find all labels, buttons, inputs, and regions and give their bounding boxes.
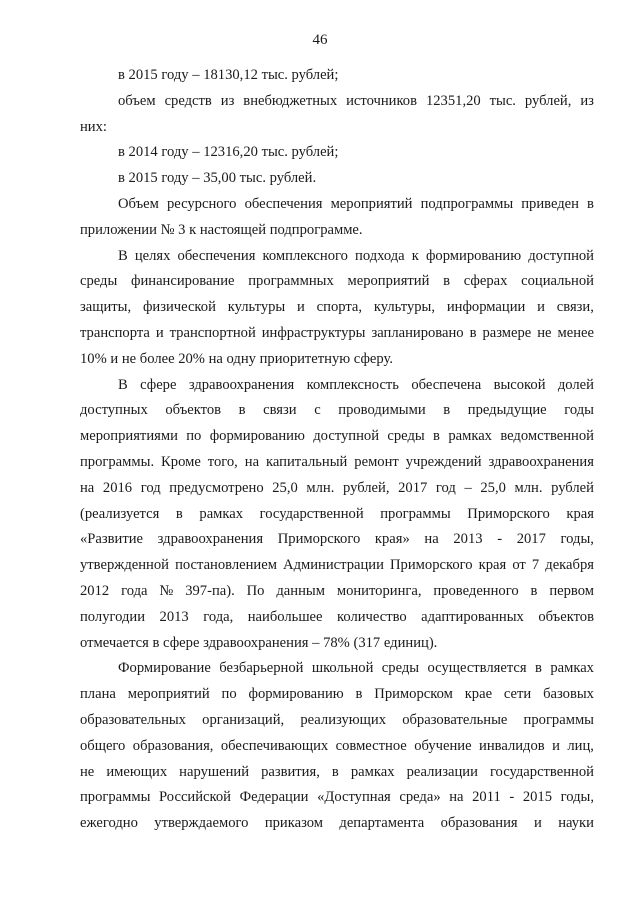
paragraph: [80, 192, 594, 244]
text-line: «Развитие здравоохранения Приморского края» на 2013 - 2017 годы,: [80, 531, 594, 548]
paragraph: [80, 89, 594, 141]
text-line: В целях обеспечения комплексного подхода к формированию доступной: [118, 247, 594, 264]
text-line: среды финансирование программных мероприятий в сферах социальной: [80, 273, 594, 290]
text-line: защиты, физической культуры и спорта, культуры, информации и связи,: [80, 299, 594, 316]
page-number: 46: [312, 32, 328, 48]
text-line: доступных объектов в связи с проводимыми в предыдущие годы: [80, 402, 594, 419]
text-line: 2012 года № 397-па). По данным мониторинга, проведенного в первом: [80, 582, 594, 599]
text-line: (реализуется в рамках государственной программы Приморского края: [80, 505, 594, 522]
text-line: плана мероприятий по формированию в Приморском крае сети базовых: [80, 686, 594, 703]
text-line: полугодии 2013 года, наибольшее количество адаптированных объектов: [80, 608, 594, 625]
text-line: них:: [80, 118, 107, 135]
text-line: в 2015 году – 18130,12 тыс. рублей;: [118, 67, 339, 83]
text-line: отмечается в сфере здравоохранения – 78% (317 единиц).: [80, 634, 438, 651]
text-line: не имеющих нарушений развития, в рамках реализации государственной: [80, 763, 594, 780]
text-line: объем средств из внебюджетных источников 12351,20 тыс. рублей, из: [118, 92, 594, 109]
paragraph: [80, 166, 594, 192]
paragraph: [80, 140, 594, 166]
text-line: утвержденной постановлением Администрации Приморского края от 7 декабря: [80, 557, 594, 574]
paragraph: [80, 373, 594, 657]
text-line: в 2015 году – 35,00 тыс. рублей.: [118, 170, 317, 187]
text-line: общего образования, обеспечивающих совместное обучение инвалидов и лиц,: [80, 737, 594, 754]
text-line: образовательных организаций, реализующих образовательные программы: [80, 711, 594, 728]
text-line: программы Российской Федерации «Доступная среда» на 2011 - 2015 годы,: [80, 789, 594, 806]
text-line: транспорта и транспортной инфраструктуры запланировано в размере не менее: [80, 324, 594, 341]
document-body: [80, 63, 594, 837]
text-line: на 2016 год предусмотрено 25,0 млн. рублей, 2017 год – 25,0 млн. рублей: [80, 479, 594, 496]
paragraph: [80, 244, 594, 373]
text-line: мероприятиями по формированию доступной среды в рамках ведомственной: [80, 428, 594, 445]
paragraph: [80, 656, 594, 837]
text-line: приложении № 3 к настоящей подпрограмме.: [80, 221, 363, 238]
text-line: Объем ресурсного обеспечения мероприятий подпрограммы приведен в: [118, 195, 594, 212]
text-line: программы. Кроме того, на капитальный ремонт учреждений здравоохранения: [80, 453, 594, 470]
text-line: Формирование безбарьерной школьной среды осуществляется в рамках: [118, 660, 594, 677]
text-line: 10% и не более 20% на одну приоритетную сферу.: [80, 350, 393, 367]
text-line: в 2014 году – 12316,20 тыс. рублей;: [118, 144, 339, 161]
text-line: ежегодно утверждаемого приказом департамента образования и науки: [80, 815, 594, 832]
text-line: В сфере здравоохранения комплексность обеспечена высокой долей: [118, 376, 594, 393]
paragraph: [80, 63, 594, 89]
